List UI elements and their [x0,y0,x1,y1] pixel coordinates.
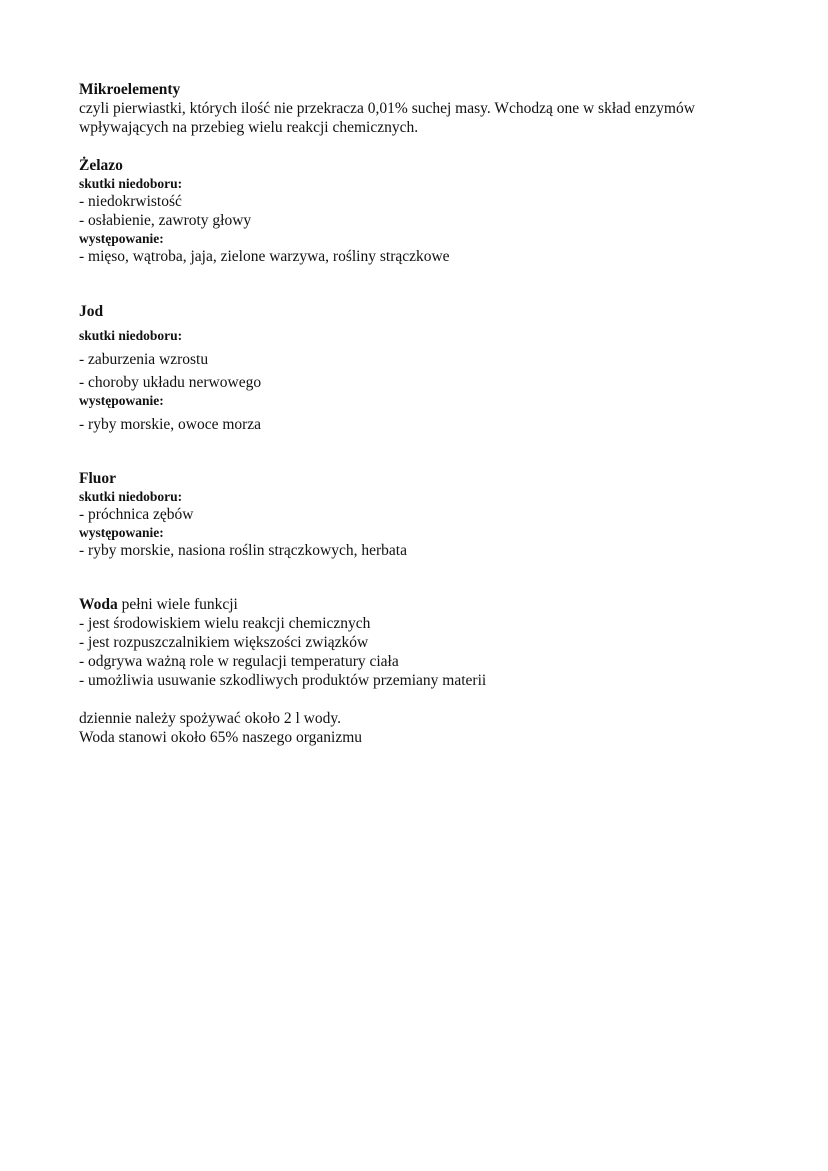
jod-deficiency-item: - choroby układu nerwowego [79,374,262,391]
zelazo-deficiency-item: - osłabienie, zawroty głowy [79,212,252,229]
woda-note: Woda stanowi około 65% naszego organizmu [79,729,363,746]
intro-section [79,80,769,137]
jod-occurrence-label: występowanie: [79,393,164,408]
woda-function-item: - jest rozpuszczalnikiem większości związków [79,634,369,651]
jod-section [79,302,769,434]
zelazo-heading: Żelazo [79,157,123,174]
fluor-occurrence-item: - ryby morskie, nasiona roślin strączkowych, herbata [79,542,407,559]
zelazo-occurrence-label: występowanie: [79,231,164,246]
woda-heading-rest: pełni wiele funkcji [117,596,238,613]
woda-heading-line [79,595,769,614]
woda-heading: Woda [79,596,118,613]
intro-heading: Mikroelementy [79,81,181,98]
jod-heading: Jod [79,303,104,320]
fluor-occurrence-label: występowanie: [79,525,164,540]
zelazo-occurrence-item: - mięso, wątroba, jaja, zielone warzywa, rośliny strączkowe [79,248,450,265]
jod-deficiency-label: skutki niedoboru: [79,328,183,343]
woda-function-item: - jest środowiskiem wielu reakcji chemicznych [79,615,371,632]
jod-deficiency-item: - zaburzenia wzrostu [79,351,209,368]
fluor-deficiency-label: skutki niedoboru: [79,489,183,504]
fluor-section [79,469,769,560]
fluor-deficiency-item: - próchnica zębów [79,506,194,523]
document-page [79,80,769,747]
fluor-heading: Fluor [79,470,117,487]
zelazo-deficiency-label: skutki niedoboru: [79,176,183,191]
zelazo-section [79,156,769,266]
woda-section [79,595,769,747]
jod-occurrence-item: - ryby morskie, owoce morza [79,416,262,433]
woda-function-item: - odgrywa ważną role w regulacji temperatury ciała [79,653,399,670]
zelazo-deficiency-item: - niedokrwistość [79,193,182,210]
intro-text: czyli pierwiastki, których ilość nie przekracza 0,01% suchej masy. Wchodzą one w skład enzymów wpływających na przebieg wielu reakcji chemicznych. [79,100,695,136]
woda-function-item: - umożliwia usuwanie szkodliwych produktów przemiany materii [79,672,487,689]
woda-note: dziennie należy spożywać około 2 l wody. [79,710,341,727]
